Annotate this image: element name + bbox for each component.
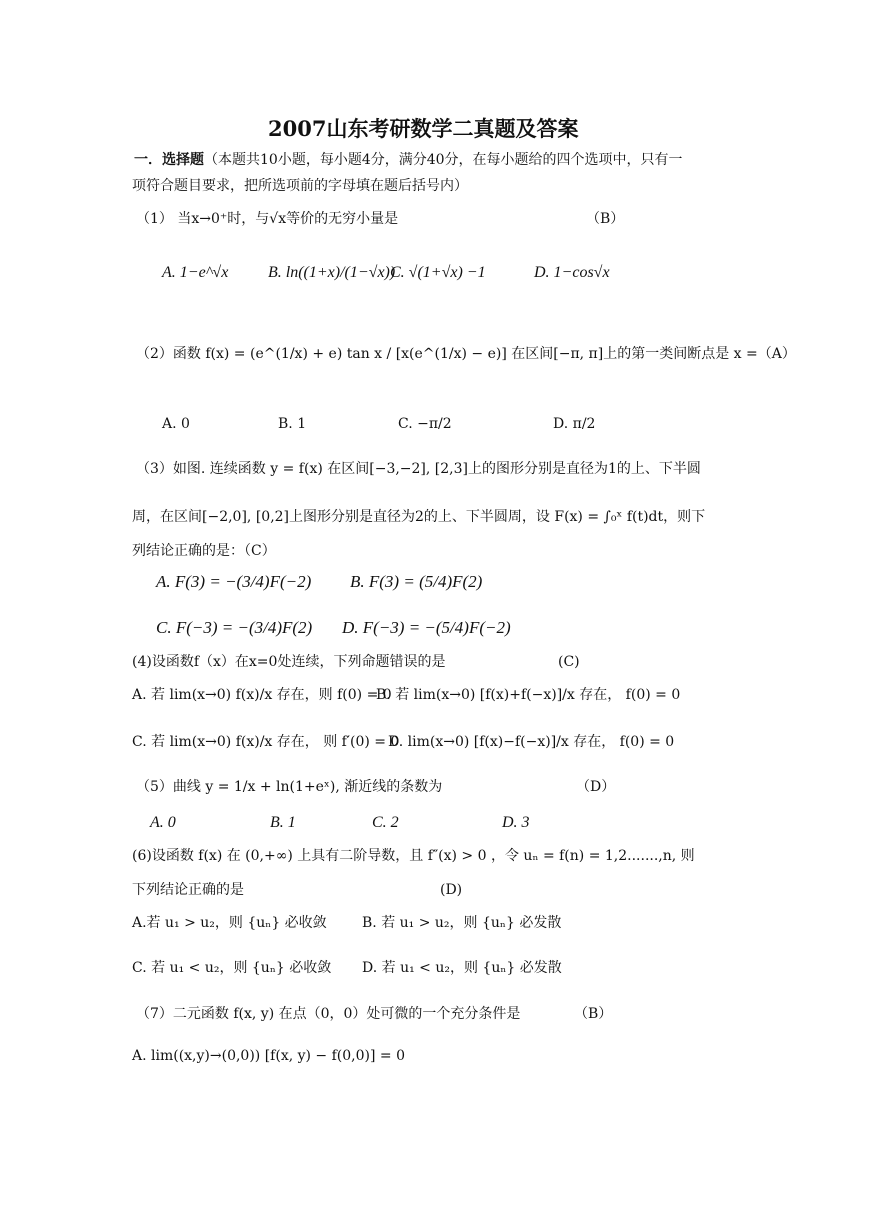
section-description-continued: 项符合题目要求，把所选项前的字母填在题后括号内） xyxy=(132,178,468,194)
q4-option-a: A. 若 lim(x→0) f(x)/x 存在，则 f(0) = 0 xyxy=(132,687,392,703)
q1-stem: （1） 当x→0⁺时，与√x等价的无穷小量是 xyxy=(136,211,399,227)
q5-option-c: C. 2 xyxy=(372,814,399,831)
q7-option-a: A. lim((x,y)→(0,0)) [f(x, y) − f(0,0)] = 0 xyxy=(132,1048,405,1064)
q3-option-d: D. F(−3) = −(5/4)F(−2) xyxy=(342,618,511,637)
q6-option-a: A.若 u₁ > u₂，则 {uₙ} 必收敛 xyxy=(132,915,327,931)
q1-option-b: B. ln((1+x)/(1−√x)) xyxy=(268,264,396,281)
q1-option-c: C. √(1+√x) −1 xyxy=(390,264,486,281)
q3-stem-line-3: 列结论正确的是：（C） xyxy=(132,543,276,559)
q3-stem-line-1: （3）如图. 连续函数 y = f(x) 在区间[−3,−2], [2,3]上的图形分别是直径为1的上、下半圆 xyxy=(136,461,701,477)
q6-answer: (D) xyxy=(440,882,463,898)
q6-stem-line-2: 下列结论正确的是 xyxy=(132,882,244,898)
q6-option-c: C. 若 u₁ < u₂，则 {uₙ} 必收敛 xyxy=(132,960,332,976)
q3-option-b: B. F(3) = (5/4)F(2) xyxy=(350,572,483,591)
q3-option-a: A. F(3) = −(3/4)F(−2) xyxy=(156,572,312,591)
q4-option-d: D. lim(x→0) [f(x)−f(−x)]/x 存在， f(0) = 0 xyxy=(388,734,675,750)
section-description: （本题共10小题，每小题4分，满分40分，在每小题给的四个选项中，只有一 xyxy=(204,152,683,168)
q2-option-d: D. π/2 xyxy=(553,416,596,432)
q4-option-c: C. 若 lim(x→0) f(x)/x 存在， 则 f′(0) = 0 xyxy=(132,734,400,750)
q1-option-a: A. 1−e^√x xyxy=(162,264,229,281)
q7-stem: （7）二元函数 f(x, y) 在点（0，0）处可微的一个充分条件是 xyxy=(136,1006,521,1022)
q2-stem: （2）函数 f(x) = (e^(1/x) + e) tan x / [x(e^(1/x) − e)] 在区间[−π, π]上的第一类间断点是 x =（A） xyxy=(136,346,796,362)
q6-stem-line-1: (6)设函数 f(x) 在 (0,+∞) 上具有二阶导数，且 f″(x) > 0 ，令 uₙ = f(n) = 1,2.......,n, 则 xyxy=(132,848,695,864)
q4-option-b: B. 若 lim(x→0) [f(x)+f(−x)]/x 存在， f(0) = 0 xyxy=(376,687,681,703)
q3-stem-line-2: 周，在区间[−2,0], [0,2]上图形分别是直径为2的上、下半圆周，设 F(x) = ∫₀ˣ f(t)dt，则下 xyxy=(132,509,706,525)
q3-option-c: C. F(−3) = −(3/4)F(2) xyxy=(156,618,313,637)
section-heading: 一．选择题 xyxy=(134,152,204,168)
q5-answer: （D） xyxy=(576,779,616,795)
q1-option-d: D. 1−cos√x xyxy=(534,264,610,281)
q2-option-b: B. 1 xyxy=(278,416,307,432)
q5-option-b: B. 1 xyxy=(270,814,296,831)
q4-stem: (4)设函数f（x）在x=0处连续，下列命题错误的是 xyxy=(132,654,446,670)
q5-option-d: D. 3 xyxy=(502,814,530,831)
section-heading-line xyxy=(134,150,683,170)
q7-answer: （B） xyxy=(574,1006,613,1022)
q5-option-a: A. 0 xyxy=(150,814,176,831)
q2-option-c: C. −π/2 xyxy=(398,416,452,432)
q5-stem: （5）曲线 y = 1/x + ln(1+eˣ), 渐近线的条数为 xyxy=(136,779,443,795)
page-title: 2007山东考研数学二真题及答案 xyxy=(268,116,579,141)
q4-answer: (C) xyxy=(558,654,580,670)
q2-option-a: A. 0 xyxy=(162,416,190,432)
q6-option-b: B. 若 u₁ > u₂，则 {uₙ} 必发散 xyxy=(362,915,562,931)
q6-option-d: D. 若 u₁ < u₂，则 {uₙ} 必发散 xyxy=(362,960,562,976)
q1-answer: （B） xyxy=(586,211,625,227)
